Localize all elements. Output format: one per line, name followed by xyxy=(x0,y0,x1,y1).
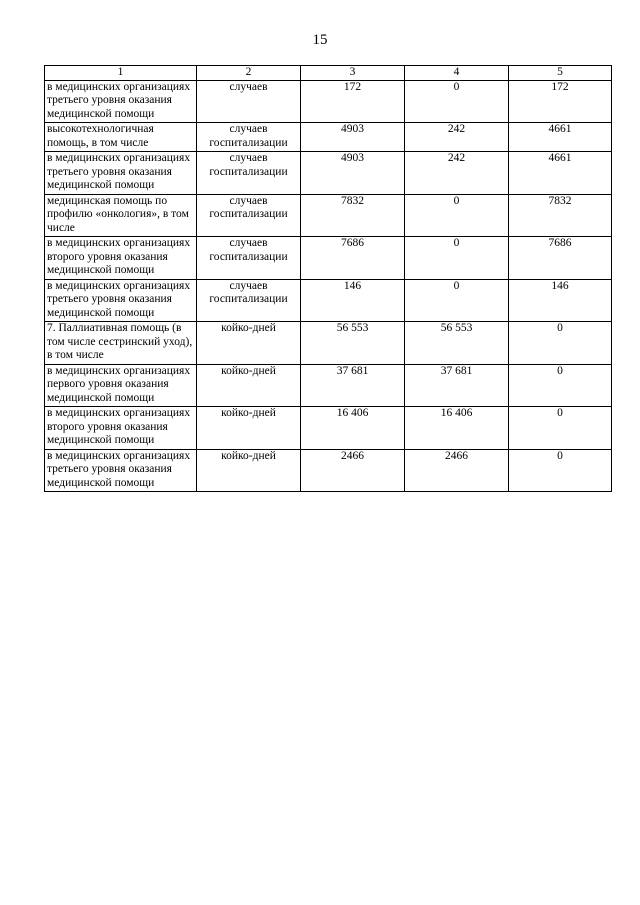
row-name: в медицинских организациях третьего уровня оказания медицинской помощи xyxy=(45,449,197,492)
row-unit: случаев госпитализации xyxy=(197,279,301,322)
row-name: высокотехнологичная помощь, в том числе xyxy=(45,123,197,152)
table-row xyxy=(45,322,612,365)
column-header-4: 4 xyxy=(405,66,509,81)
row-col-5: 0 xyxy=(509,407,612,450)
row-unit: койко-дней xyxy=(197,364,301,407)
table-row xyxy=(45,364,612,407)
row-col-3: 37 681 xyxy=(301,364,405,407)
table-row xyxy=(45,194,612,237)
row-col-4: 37 681 xyxy=(405,364,509,407)
row-col-4: 0 xyxy=(405,237,509,280)
row-unit: койко-дней xyxy=(197,449,301,492)
row-col-4: 56 553 xyxy=(405,322,509,365)
row-unit: случаев xyxy=(197,80,301,123)
column-header-5: 5 xyxy=(509,66,612,81)
row-name: медицинская помощь по профилю «онкология», в том числе xyxy=(45,194,197,237)
column-header-1: 1 xyxy=(45,66,197,81)
row-name: в медицинских организациях второго уровня оказания медицинской помощи xyxy=(45,407,197,450)
row-col-4: 0 xyxy=(405,279,509,322)
row-col-4: 0 xyxy=(405,194,509,237)
table-row xyxy=(45,449,612,492)
header-row xyxy=(45,66,612,81)
row-col-3: 4903 xyxy=(301,123,405,152)
row-col-4: 2466 xyxy=(405,449,509,492)
table-row xyxy=(45,152,612,195)
table-row xyxy=(45,407,612,450)
column-header-2: 2 xyxy=(197,66,301,81)
table-row xyxy=(45,279,612,322)
row-unit: случаев госпитализации xyxy=(197,194,301,237)
row-col-5: 4661 xyxy=(509,123,612,152)
column-header-3: 3 xyxy=(301,66,405,81)
row-col-5: 7686 xyxy=(509,237,612,280)
row-col-3: 56 553 xyxy=(301,322,405,365)
row-unit: случаев госпитализации xyxy=(197,123,301,152)
row-col-3: 16 406 xyxy=(301,407,405,450)
row-col-3: 146 xyxy=(301,279,405,322)
row-col-4: 16 406 xyxy=(405,407,509,450)
data-table xyxy=(44,65,612,492)
row-unit: койко-дней xyxy=(197,407,301,450)
row-col-4: 242 xyxy=(405,123,509,152)
row-col-3: 172 xyxy=(301,80,405,123)
row-name: в медицинских организациях первого уровня оказания медицинской помощи xyxy=(45,364,197,407)
page-number: 15 xyxy=(312,32,328,48)
row-col-5: 172 xyxy=(509,80,612,123)
row-col-5: 0 xyxy=(509,364,612,407)
row-col-3: 4903 xyxy=(301,152,405,195)
row-name: 7. Паллиативная помощь (в том числе сестринский уход), в том числе xyxy=(45,322,197,365)
table-row xyxy=(45,123,612,152)
row-unit: случаев госпитализации xyxy=(197,237,301,280)
row-col-3: 7686 xyxy=(301,237,405,280)
row-col-5: 0 xyxy=(509,449,612,492)
row-name: в медицинских организациях третьего уровня оказания медицинской помощи xyxy=(45,279,197,322)
row-col-3: 7832 xyxy=(301,194,405,237)
row-unit: случаев госпитализации xyxy=(197,152,301,195)
row-col-5: 146 xyxy=(509,279,612,322)
table-row xyxy=(45,80,612,123)
row-name: в медицинских организациях второго уровня оказания медицинской помощи xyxy=(45,237,197,280)
table-row xyxy=(45,237,612,280)
row-col-5: 7832 xyxy=(509,194,612,237)
row-col-4: 242 xyxy=(405,152,509,195)
row-col-5: 0 xyxy=(509,322,612,365)
row-col-3: 2466 xyxy=(301,449,405,492)
row-col-5: 4661 xyxy=(509,152,612,195)
row-name: в медицинских организациях третьего уровня оказания медицинской помощи xyxy=(45,152,197,195)
row-unit: койко-дней xyxy=(197,322,301,365)
row-col-4: 0 xyxy=(405,80,509,123)
row-name: в медицинских организациях третьего уровня оказания медицинской помощи xyxy=(45,80,197,123)
